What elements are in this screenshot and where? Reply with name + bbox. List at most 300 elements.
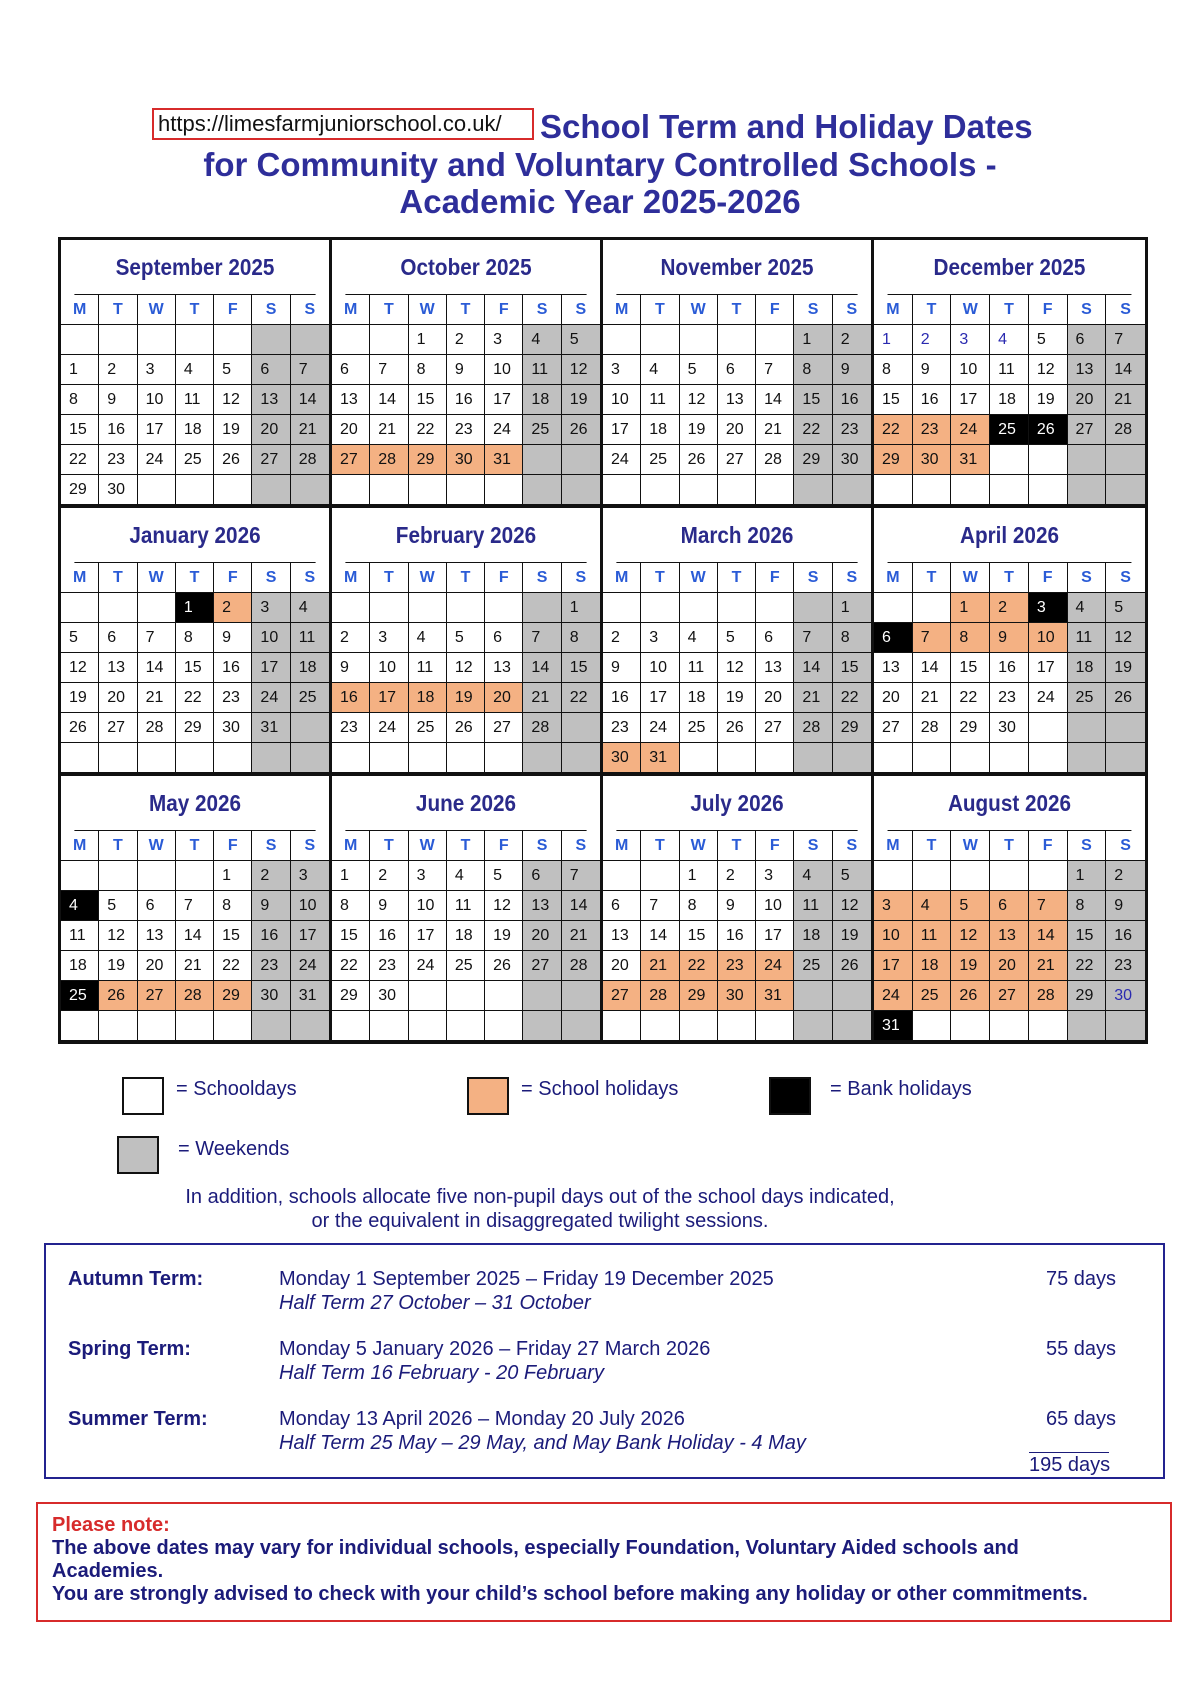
day-cell: 22 xyxy=(176,683,214,713)
day-cell xyxy=(332,1011,370,1041)
day-cell xyxy=(680,743,718,773)
day-cell: 14 xyxy=(1029,921,1068,951)
weekday-header: T xyxy=(641,831,679,861)
day-cell: 4 xyxy=(409,623,447,653)
day-cell: 26 xyxy=(718,713,756,743)
day-cell: 31 xyxy=(485,445,523,475)
weekday-header: F xyxy=(485,295,523,325)
day-cell: 29 xyxy=(680,981,718,1011)
day-cell: 7 xyxy=(176,891,214,921)
day-cell xyxy=(641,861,679,891)
day-cell: 9 xyxy=(370,891,408,921)
day-cell: 14 xyxy=(913,653,952,683)
day-cell xyxy=(214,743,252,773)
day-cell: 7 xyxy=(913,623,952,653)
day-cell: 7 xyxy=(370,355,408,385)
day-cell: 4 xyxy=(913,891,952,921)
day-cell: 2 xyxy=(833,325,871,355)
weekday-header: S xyxy=(1068,563,1107,593)
day-cell: 23 xyxy=(214,683,252,713)
day-cell xyxy=(562,713,600,743)
weekday-header: S xyxy=(833,831,871,861)
weekday-header: W xyxy=(951,563,990,593)
day-cell xyxy=(176,861,214,891)
day-cell: 30 xyxy=(99,475,137,505)
weekday-header: T xyxy=(990,295,1029,325)
day-cell: 9 xyxy=(990,623,1029,653)
summer-term-dates xyxy=(279,1407,806,1455)
day-cell: 6 xyxy=(485,623,523,653)
weekday-header: W xyxy=(409,295,447,325)
bank-holidays-swatch xyxy=(769,1077,811,1115)
day-cell: 8 xyxy=(332,891,370,921)
please-note-line-1: The above dates may vary for individual schools, especially Foundation, Voluntary Aided schools and xyxy=(52,1537,1019,1559)
day-cell xyxy=(913,1011,952,1041)
day-cell: 5 xyxy=(562,325,600,355)
day-cell xyxy=(176,475,214,505)
day-cell: 21 xyxy=(1029,951,1068,981)
day-cell: 27 xyxy=(990,981,1029,1011)
please-note-line-2: Academies. xyxy=(52,1560,164,1582)
day-cell: 12 xyxy=(485,891,523,921)
weekday-header: F xyxy=(756,831,794,861)
day-cell: 30 xyxy=(833,445,871,475)
day-cell: 1 xyxy=(833,593,871,623)
day-cell xyxy=(1106,743,1145,773)
weekday-header: F xyxy=(1029,563,1068,593)
day-cell xyxy=(951,743,990,773)
day-cell: 5 xyxy=(447,623,485,653)
day-cell: 13 xyxy=(332,385,370,415)
weekday-header: W xyxy=(409,831,447,861)
day-cell: 22 xyxy=(562,683,600,713)
day-cell: 18 xyxy=(794,921,832,951)
day-cell: 23 xyxy=(990,683,1029,713)
day-cell xyxy=(1068,743,1107,773)
day-cell: 23 xyxy=(603,713,641,743)
weekday-header: M xyxy=(874,295,913,325)
day-cell xyxy=(1068,445,1107,475)
day-cell: 13 xyxy=(718,385,756,415)
day-cell: 20 xyxy=(332,415,370,445)
weekday-header: W xyxy=(951,831,990,861)
weekday-header: T xyxy=(176,831,214,861)
day-cell: 11 xyxy=(990,355,1029,385)
day-cell xyxy=(252,1011,290,1041)
day-cell: 11 xyxy=(641,385,679,415)
day-cell: 25 xyxy=(176,445,214,475)
day-cell: 9 xyxy=(913,355,952,385)
term-dates-box xyxy=(44,1243,1165,1479)
day-cell xyxy=(99,593,137,623)
weekday-header: T xyxy=(990,831,1029,861)
day-cell: 17 xyxy=(756,921,794,951)
please-note-heading: Please note: xyxy=(52,1514,170,1536)
day-cell: 10 xyxy=(756,891,794,921)
day-cell: 26 xyxy=(447,713,485,743)
day-cell: 22 xyxy=(332,951,370,981)
month-day-grid xyxy=(332,295,600,505)
month-block xyxy=(61,240,332,505)
day-cell xyxy=(447,743,485,773)
day-cell: 13 xyxy=(756,653,794,683)
day-cell: 13 xyxy=(485,653,523,683)
day-cell xyxy=(951,861,990,891)
day-cell: 5 xyxy=(99,891,137,921)
day-cell xyxy=(252,325,290,355)
weekday-header: T xyxy=(99,563,137,593)
day-cell: 6 xyxy=(874,623,913,653)
day-cell xyxy=(874,861,913,891)
summer-term-range: Monday 13 April 2026 – Monday 20 July 2026 xyxy=(279,1408,685,1430)
day-cell: 8 xyxy=(176,623,214,653)
day-cell: 21 xyxy=(756,415,794,445)
day-cell: 19 xyxy=(1106,653,1145,683)
non-pupil-days-note-line-2: or the equivalent in disaggregated twilight sessions. xyxy=(311,1210,769,1232)
day-cell: 23 xyxy=(252,951,290,981)
day-cell: 18 xyxy=(447,921,485,951)
schooldays-swatch xyxy=(122,1077,164,1115)
day-cell: 6 xyxy=(718,355,756,385)
spring-term-label: Spring Term: xyxy=(68,1338,191,1360)
day-cell: 20 xyxy=(603,951,641,981)
weekday-header: M xyxy=(332,563,370,593)
day-cell: 29 xyxy=(214,981,252,1011)
day-cell: 5 xyxy=(1029,325,1068,355)
day-cell: 15 xyxy=(833,653,871,683)
day-cell: 9 xyxy=(833,355,871,385)
day-cell: 29 xyxy=(951,713,990,743)
day-cell: 4 xyxy=(61,891,99,921)
day-cell xyxy=(1106,445,1145,475)
day-cell xyxy=(913,475,952,505)
day-cell: 20 xyxy=(138,951,176,981)
day-cell: 5 xyxy=(61,623,99,653)
day-cell xyxy=(523,743,561,773)
day-cell: 4 xyxy=(291,593,329,623)
day-cell: 14 xyxy=(523,653,561,683)
day-cell: 23 xyxy=(913,415,952,445)
weekday-header: S xyxy=(833,563,871,593)
weekday-header: T xyxy=(641,563,679,593)
day-cell: 2 xyxy=(370,861,408,891)
day-cell: 10 xyxy=(370,653,408,683)
day-cell xyxy=(176,1011,214,1041)
day-cell: 24 xyxy=(951,415,990,445)
weekday-header: T xyxy=(641,295,679,325)
page-title-line-2: for Community and Voluntary Controlled Schools - xyxy=(203,146,997,183)
day-cell: 30 xyxy=(447,445,485,475)
day-cell: 2 xyxy=(603,623,641,653)
weekday-header: S xyxy=(1106,831,1145,861)
day-cell: 28 xyxy=(1029,981,1068,1011)
day-cell xyxy=(138,1011,176,1041)
day-cell: 9 xyxy=(603,653,641,683)
day-cell: 5 xyxy=(680,355,718,385)
weekday-header: W xyxy=(409,563,447,593)
month-block xyxy=(874,240,1145,505)
weekday-header: S xyxy=(562,295,600,325)
weekday-header: W xyxy=(138,831,176,861)
day-cell: 3 xyxy=(1029,593,1068,623)
weekday-header: F xyxy=(485,563,523,593)
day-cell: 18 xyxy=(641,415,679,445)
summer-term-label: Summer Term: xyxy=(68,1408,208,1430)
day-cell: 5 xyxy=(485,861,523,891)
day-cell: 8 xyxy=(833,623,871,653)
day-cell: 20 xyxy=(718,415,756,445)
weekday-header: S xyxy=(291,295,329,325)
weekday-header: M xyxy=(61,295,99,325)
day-cell: 24 xyxy=(874,981,913,1011)
day-cell xyxy=(214,475,252,505)
weekday-header: T xyxy=(176,563,214,593)
month-title: December 2025 xyxy=(888,240,1132,295)
weekday-header: T xyxy=(447,295,485,325)
day-cell: 12 xyxy=(447,653,485,683)
month-day-grid xyxy=(603,563,871,773)
day-cell: 19 xyxy=(214,415,252,445)
autumn-term-dates xyxy=(279,1267,774,1315)
day-cell: 14 xyxy=(756,385,794,415)
day-cell: 10 xyxy=(603,385,641,415)
legend-weekends: = Weekends xyxy=(178,1138,290,1160)
day-cell xyxy=(718,325,756,355)
spring-term-range: Monday 5 January 2026 – Friday 27 March 2026 xyxy=(279,1338,711,1360)
day-cell xyxy=(252,743,290,773)
day-cell: 25 xyxy=(523,415,561,445)
day-cell: 16 xyxy=(913,385,952,415)
autumn-term-label: Autumn Term: xyxy=(68,1268,204,1290)
weekday-header: S xyxy=(833,295,871,325)
summer-term-days: 65 days xyxy=(1046,1408,1117,1430)
source-url[interactable]: https://limesfarmjuniorschool.co.uk/ xyxy=(152,108,534,140)
day-cell xyxy=(370,593,408,623)
day-cell: 20 xyxy=(990,951,1029,981)
day-cell xyxy=(291,1011,329,1041)
day-cell xyxy=(1029,743,1068,773)
day-cell xyxy=(756,325,794,355)
day-cell xyxy=(99,1011,137,1041)
day-cell: 24 xyxy=(603,445,641,475)
weekday-header: T xyxy=(718,295,756,325)
day-cell: 9 xyxy=(332,653,370,683)
weekday-header: F xyxy=(214,295,252,325)
day-cell xyxy=(485,593,523,623)
day-cell: 31 xyxy=(641,743,679,773)
day-cell: 4 xyxy=(680,623,718,653)
page-title-line-1: School Term and Holiday Dates xyxy=(540,108,1033,145)
day-cell xyxy=(603,475,641,505)
day-cell: 9 xyxy=(447,355,485,385)
day-cell xyxy=(718,593,756,623)
day-cell: 21 xyxy=(562,921,600,951)
day-cell: 18 xyxy=(291,653,329,683)
page-title-line-3: Academic Year 2025-2026 xyxy=(399,183,801,220)
day-cell: 17 xyxy=(485,385,523,415)
weekday-header: S xyxy=(1106,295,1145,325)
calendar-row xyxy=(61,773,1145,1041)
day-cell: 22 xyxy=(794,415,832,445)
day-cell xyxy=(485,743,523,773)
day-cell: 30 xyxy=(1106,981,1145,1011)
day-cell: 17 xyxy=(291,921,329,951)
day-cell xyxy=(603,325,641,355)
day-cell: 10 xyxy=(138,385,176,415)
day-cell: 18 xyxy=(680,683,718,713)
day-cell xyxy=(562,475,600,505)
day-cell: 6 xyxy=(603,891,641,921)
weekday-header: T xyxy=(99,831,137,861)
day-cell xyxy=(680,325,718,355)
weekday-header: T xyxy=(370,295,408,325)
day-cell: 17 xyxy=(641,683,679,713)
month-block xyxy=(332,776,603,1041)
day-cell: 21 xyxy=(176,951,214,981)
day-cell: 20 xyxy=(252,415,290,445)
day-cell: 29 xyxy=(794,445,832,475)
day-cell xyxy=(291,713,329,743)
day-cell: 7 xyxy=(562,861,600,891)
day-cell: 14 xyxy=(138,653,176,683)
weekday-header: M xyxy=(332,831,370,861)
month-day-grid xyxy=(332,563,600,773)
day-cell xyxy=(951,475,990,505)
day-cell: 28 xyxy=(138,713,176,743)
day-cell: 12 xyxy=(99,921,137,951)
day-cell: 16 xyxy=(214,653,252,683)
day-cell: 1 xyxy=(214,861,252,891)
day-cell: 4 xyxy=(794,861,832,891)
day-cell xyxy=(61,325,99,355)
weekday-header: S xyxy=(523,563,561,593)
day-cell: 19 xyxy=(718,683,756,713)
autumn-term-range: Monday 1 September 2025 – Friday 19 December 2025 xyxy=(279,1268,774,1290)
day-cell xyxy=(562,743,600,773)
day-cell: 12 xyxy=(833,891,871,921)
day-cell xyxy=(1029,475,1068,505)
day-cell: 1 xyxy=(951,593,990,623)
weekday-header: S xyxy=(794,831,832,861)
day-cell xyxy=(138,743,176,773)
day-cell xyxy=(332,593,370,623)
weekday-header: T xyxy=(913,831,952,861)
day-cell: 15 xyxy=(214,921,252,951)
day-cell: 12 xyxy=(562,355,600,385)
day-cell: 19 xyxy=(447,683,485,713)
day-cell: 28 xyxy=(756,445,794,475)
day-cell: 19 xyxy=(562,385,600,415)
day-cell xyxy=(874,593,913,623)
weekday-header: S xyxy=(562,563,600,593)
day-cell: 12 xyxy=(214,385,252,415)
day-cell: 2 xyxy=(718,861,756,891)
day-cell: 4 xyxy=(641,355,679,385)
day-cell xyxy=(447,981,485,1011)
day-cell: 19 xyxy=(1029,385,1068,415)
day-cell: 26 xyxy=(485,951,523,981)
day-cell: 26 xyxy=(833,951,871,981)
day-cell xyxy=(794,981,832,1011)
day-cell: 8 xyxy=(214,891,252,921)
month-day-grid xyxy=(61,295,329,505)
day-cell: 17 xyxy=(409,921,447,951)
day-cell xyxy=(794,1011,832,1041)
weekday-header: T xyxy=(176,295,214,325)
day-cell xyxy=(99,325,137,355)
day-cell: 20 xyxy=(874,683,913,713)
day-cell: 27 xyxy=(99,713,137,743)
day-cell: 17 xyxy=(951,385,990,415)
day-cell: 4 xyxy=(523,325,561,355)
day-cell xyxy=(370,743,408,773)
summer-half-term: Half Term 25 May – 29 May, and May Bank Holiday - 4 May xyxy=(279,1432,806,1454)
day-cell xyxy=(1029,1011,1068,1041)
month-title: June 2026 xyxy=(345,776,586,831)
day-cell: 8 xyxy=(680,891,718,921)
day-cell: 8 xyxy=(409,355,447,385)
day-cell xyxy=(603,1011,641,1041)
day-cell: 25 xyxy=(794,951,832,981)
day-cell: 17 xyxy=(138,415,176,445)
non-pupil-days-note-line-1: In addition, schools allocate five non-pupil days out of the school days indicated, xyxy=(185,1186,895,1208)
day-cell: 13 xyxy=(1068,355,1107,385)
day-cell: 17 xyxy=(603,415,641,445)
day-cell: 1 xyxy=(332,861,370,891)
day-cell xyxy=(913,593,952,623)
day-cell: 22 xyxy=(951,683,990,713)
month-title: March 2026 xyxy=(616,508,857,563)
day-cell: 15 xyxy=(951,653,990,683)
day-cell xyxy=(485,475,523,505)
day-cell xyxy=(641,325,679,355)
day-cell: 1 xyxy=(562,593,600,623)
day-cell xyxy=(447,1011,485,1041)
month-title: November 2025 xyxy=(616,240,857,295)
day-cell: 11 xyxy=(680,653,718,683)
day-cell xyxy=(562,981,600,1011)
day-cell: 29 xyxy=(409,445,447,475)
day-cell: 10 xyxy=(291,891,329,921)
day-cell xyxy=(523,445,561,475)
month-block xyxy=(61,508,332,773)
day-cell: 31 xyxy=(874,1011,913,1041)
day-cell xyxy=(409,593,447,623)
day-cell xyxy=(409,1011,447,1041)
day-cell: 1 xyxy=(61,355,99,385)
day-cell xyxy=(332,743,370,773)
day-cell: 30 xyxy=(370,981,408,1011)
weekday-header: S xyxy=(1106,563,1145,593)
day-cell: 7 xyxy=(291,355,329,385)
day-cell xyxy=(176,743,214,773)
day-cell: 25 xyxy=(913,981,952,1011)
day-cell: 20 xyxy=(99,683,137,713)
day-cell: 14 xyxy=(176,921,214,951)
day-cell: 20 xyxy=(485,683,523,713)
day-cell: 14 xyxy=(641,921,679,951)
day-cell: 25 xyxy=(291,683,329,713)
day-cell xyxy=(641,475,679,505)
month-day-grid xyxy=(603,295,871,505)
day-cell: 16 xyxy=(252,921,290,951)
day-cell: 12 xyxy=(718,653,756,683)
day-cell xyxy=(913,743,952,773)
day-cell: 22 xyxy=(680,951,718,981)
day-cell: 5 xyxy=(214,355,252,385)
weekday-header: M xyxy=(61,563,99,593)
day-cell xyxy=(874,743,913,773)
